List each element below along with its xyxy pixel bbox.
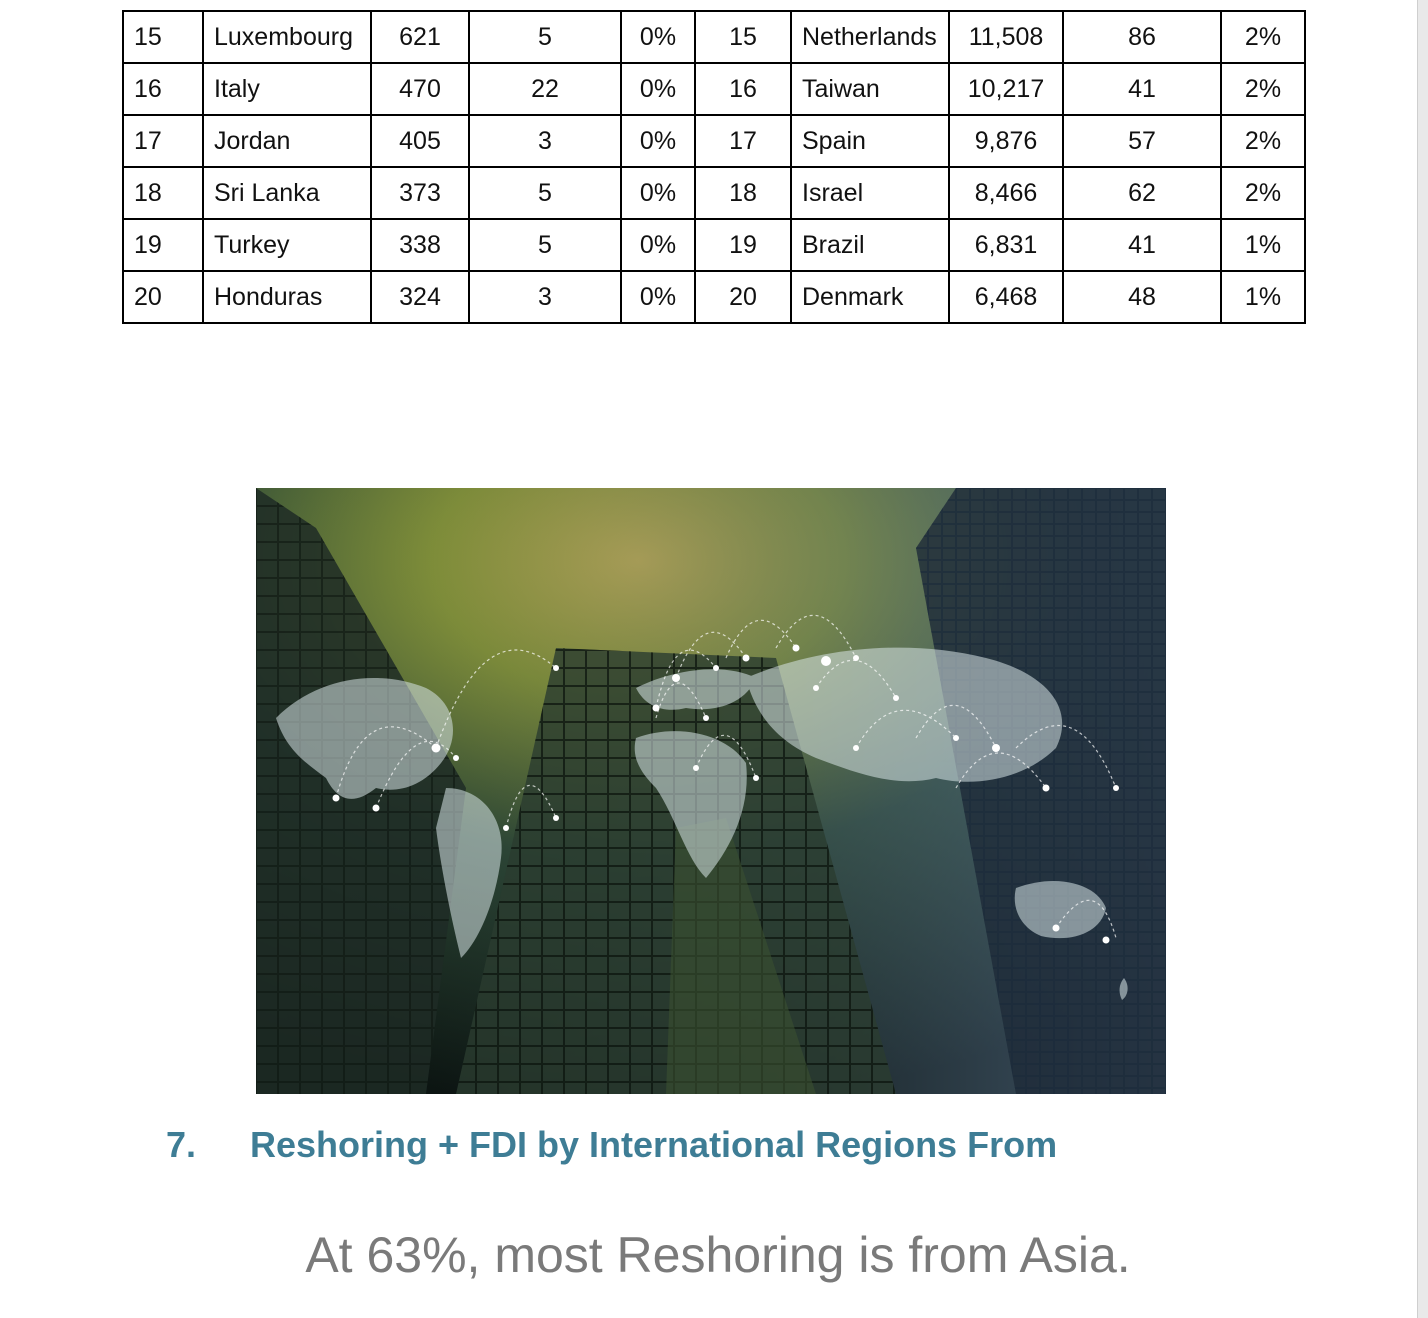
right-rank-cell: 20 [695, 271, 791, 323]
right-value-cell: 6,831 [949, 219, 1063, 271]
table-row [123, 11, 1305, 63]
left-value-cell: 324 [371, 271, 469, 323]
left-count-cell: 3 [469, 115, 621, 167]
right-percent-cell: 2% [1221, 63, 1305, 115]
table-row [123, 271, 1305, 323]
right-rank-cell: 15 [695, 11, 791, 63]
left-value-cell: 470 [371, 63, 469, 115]
right-country-cell: Taiwan [791, 63, 949, 115]
right-value-cell: 6,468 [949, 271, 1063, 323]
table-row [123, 63, 1305, 115]
right-count-cell: 41 [1063, 63, 1221, 115]
left-count-cell: 5 [469, 167, 621, 219]
left-country-cell: Turkey [203, 219, 371, 271]
right-percent-cell: 2% [1221, 167, 1305, 219]
left-rank-cell: 16 [123, 63, 203, 115]
left-percent-cell: 0% [621, 219, 695, 271]
left-count-cell: 5 [469, 219, 621, 271]
right-value-cell: 8,466 [949, 167, 1063, 219]
right-country-cell: Denmark [791, 271, 949, 323]
left-percent-cell: 0% [621, 115, 695, 167]
right-count-cell: 86 [1063, 11, 1221, 63]
right-rank-cell: 17 [695, 115, 791, 167]
right-value-cell: 10,217 [949, 63, 1063, 115]
right-rank-cell: 16 [695, 63, 791, 115]
section-title: Reshoring + FDI by International Regions From [250, 1124, 1058, 1165]
left-rank-cell: 19 [123, 219, 203, 271]
left-value-cell: 621 [371, 11, 469, 63]
right-count-cell: 41 [1063, 219, 1221, 271]
left-country-cell: Luxembourg [203, 11, 371, 63]
left-rank-cell: 18 [123, 167, 203, 219]
right-country-cell: Brazil [791, 219, 949, 271]
left-percent-cell: 0% [621, 63, 695, 115]
country-ranking-table [122, 10, 1306, 324]
section-heading [166, 1124, 1057, 1166]
right-count-cell: 48 [1063, 271, 1221, 323]
right-country-cell: Spain [791, 115, 949, 167]
left-value-cell: 373 [371, 167, 469, 219]
left-country-cell: Sri Lanka [203, 167, 371, 219]
section-number: 7. [166, 1124, 197, 1165]
right-percent-cell: 1% [1221, 219, 1305, 271]
left-count-cell: 3 [469, 271, 621, 323]
table-row [123, 115, 1305, 167]
right-value-cell: 9,876 [949, 115, 1063, 167]
left-country-cell: Honduras [203, 271, 371, 323]
left-country-cell: Italy [203, 63, 371, 115]
right-percent-cell: 2% [1221, 11, 1305, 63]
left-percent-cell: 0% [621, 271, 695, 323]
left-rank-cell: 20 [123, 271, 203, 323]
left-percent-cell: 0% [621, 167, 695, 219]
left-value-cell: 338 [371, 219, 469, 271]
table-row [123, 219, 1305, 271]
left-count-cell: 22 [469, 63, 621, 115]
left-percent-cell: 0% [621, 11, 695, 63]
right-country-cell: Netherlands [791, 11, 949, 63]
world-network-skyscraper-image [256, 488, 1166, 1094]
right-rank-cell: 19 [695, 219, 791, 271]
section-subtitle: At 63%, most Reshoring is from Asia. [305, 1227, 1131, 1283]
right-count-cell: 57 [1063, 115, 1221, 167]
right-percent-cell: 2% [1221, 115, 1305, 167]
right-count-cell: 62 [1063, 167, 1221, 219]
right-country-cell: Israel [791, 167, 949, 219]
right-percent-cell: 1% [1221, 271, 1305, 323]
right-rank-cell: 18 [695, 167, 791, 219]
right-value-cell: 11,508 [949, 11, 1063, 63]
left-rank-cell: 15 [123, 11, 203, 63]
left-count-cell: 5 [469, 11, 621, 63]
left-rank-cell: 17 [123, 115, 203, 167]
page-edge-scrollbar [1417, 0, 1428, 1318]
left-value-cell: 405 [371, 115, 469, 167]
table-row [123, 167, 1305, 219]
left-country-cell: Jordan [203, 115, 371, 167]
